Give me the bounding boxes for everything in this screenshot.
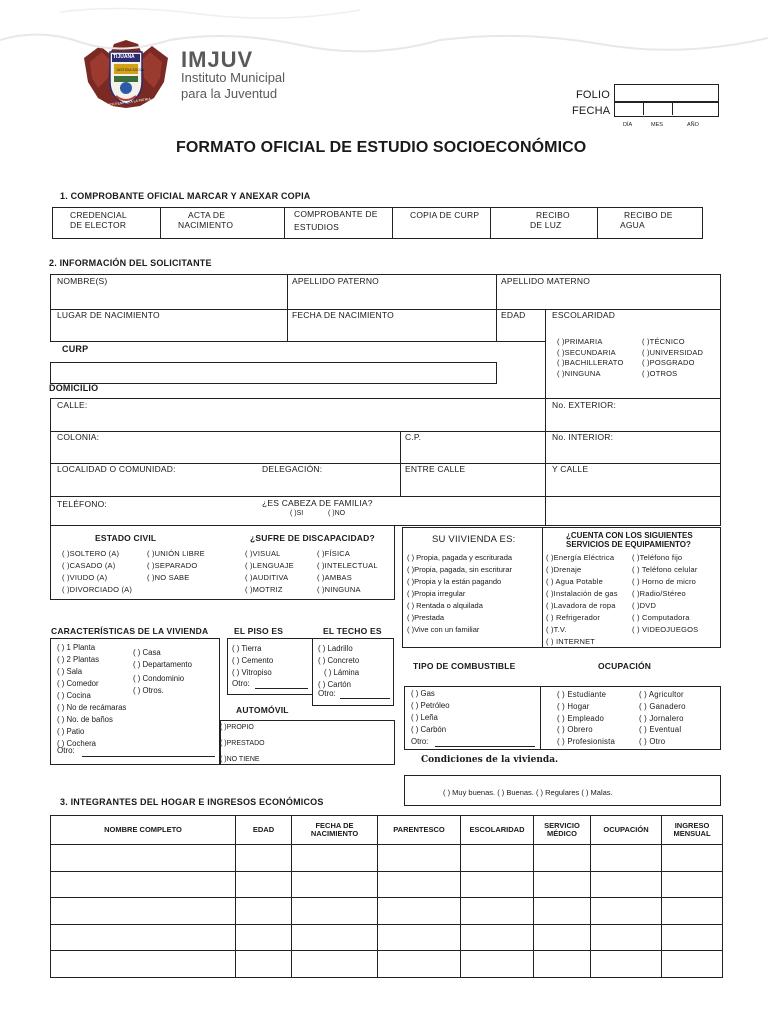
- calle-field[interactable]: CALLE:: [57, 400, 88, 410]
- caracteristicas-col2[interactable]: [133, 648, 192, 698]
- col-ingreso-mensual: INGRESO MENSUAL: [662, 816, 723, 845]
- comprobante-acta[interactable]: ACTA DE NACIMIENTO: [178, 210, 234, 230]
- combustible-options[interactable]: [411, 688, 450, 748]
- discapacidad-options[interactable]: [245, 548, 395, 596]
- table-row: [51, 898, 723, 925]
- equip-tv[interactable]: ( )T.V.: [546, 625, 567, 634]
- section3-heading: 3. INTEGRANTES DEL HOGAR E INGRESOS ECONÓMICOS: [60, 797, 324, 807]
- cabeza-familia-si[interactable]: ( )SI: [290, 510, 304, 517]
- table-cell[interactable]: [236, 951, 292, 978]
- fecha-field[interactable]: [614, 102, 719, 117]
- table-cell[interactable]: [292, 924, 378, 951]
- automovil-options[interactable]: [220, 720, 265, 768]
- vivienda-propia-pagando[interactable]: ( )Propia y la están pagando: [407, 577, 502, 586]
- table-cell[interactable]: [534, 871, 591, 898]
- table-cell[interactable]: [236, 898, 292, 925]
- table-cell[interactable]: [662, 951, 723, 978]
- localidad-field[interactable]: LOCALIDAD O COMUNIDAD:: [57, 464, 176, 474]
- fecha-nacimiento-field[interactable]: FECHA DE NACIMIENTO: [292, 310, 394, 320]
- col-servicio-medico: SERVICIO MÉDICO: [534, 816, 591, 845]
- ocupacion-empleado[interactable]: ( ) Empleado: [557, 713, 605, 723]
- combustible-gas[interactable]: ( ) Gas: [411, 689, 435, 698]
- section1-heading: 1. COMPROBANTE OFICIAL MARCAR Y ANEXAR COPIA: [60, 191, 311, 201]
- equip-telefono-fijo[interactable]: ( )Teléfono fijo: [632, 553, 683, 562]
- carac-departamento[interactable]: ( ) Departamento: [133, 660, 192, 669]
- nombres-field[interactable]: NOMBRE(S): [57, 276, 108, 286]
- equip-drenaje[interactable]: ( )Drenaje: [546, 565, 582, 574]
- ocupacion-profesionista[interactable]: ( ) Profesionista: [557, 737, 615, 747]
- page-title: FORMATO OFICIAL DE ESTUDIO SOCIOECONÓMICO: [176, 139, 587, 156]
- domicilio-table: [50, 398, 721, 526]
- discapacidad-title: ¿SUFRE DE DISCAPACIDAD?: [250, 533, 375, 543]
- carac-2-plantas[interactable]: ( ) 2 Plantas: [57, 655, 100, 664]
- table-cell[interactable]: [461, 951, 534, 978]
- comprobante-credencial[interactable]: CREDENCIAL DE ELECTOR: [70, 210, 127, 230]
- lugar-nacimiento-field[interactable]: LUGAR DE NACIMIENTO: [57, 310, 160, 320]
- equip-agua[interactable]: ( ) Agua Potable: [546, 577, 603, 586]
- techo-otro: Otro:: [318, 689, 336, 698]
- table-cell[interactable]: [534, 898, 591, 925]
- discapacidad-ambas[interactable]: ( )AMBAS: [317, 573, 352, 582]
- equip-dvd[interactable]: ( )DVD: [632, 601, 657, 610]
- automovil-title: AUTOMÓVIL: [236, 705, 289, 715]
- estado-civil-separado[interactable]: ( )SEPARADO: [147, 561, 198, 570]
- table-cell[interactable]: [534, 951, 591, 978]
- carac-cochera[interactable]: ( ) Cochera: [57, 739, 96, 748]
- carac-comedor[interactable]: ( ) Comedor: [57, 679, 99, 688]
- condiciones-title: Condiciones de la vivienda.: [421, 755, 559, 765]
- estado-civil-divorciado[interactable]: ( )DIVORCIADO (A): [62, 585, 133, 594]
- table-cell[interactable]: [292, 898, 378, 925]
- table-cell[interactable]: [292, 951, 378, 978]
- section2-heading: 2. INFORMACIÓN DEL SOLICITANTE: [49, 258, 212, 268]
- nombres-row: [50, 274, 721, 310]
- equip-energia[interactable]: ( )Energía Eléctrica: [546, 553, 615, 562]
- carac-casa[interactable]: ( ) Casa: [133, 648, 161, 657]
- carac-1-planta[interactable]: ( ) 1 Planta: [57, 643, 96, 652]
- piso-title: EL PISO ES: [234, 626, 284, 636]
- col-parentesco: PARENTESCO: [378, 816, 461, 845]
- table-cell[interactable]: [461, 898, 534, 925]
- colonia-field[interactable]: COLONIA:: [57, 432, 100, 442]
- table-cell[interactable]: [292, 845, 378, 872]
- estado-civil-title: ESTADO CIVIL: [95, 533, 157, 543]
- carac-cocina[interactable]: ( ) Cocina: [57, 691, 91, 700]
- integrantes-table: [50, 815, 723, 978]
- col-fecha-nacimiento: FECHA DE NACIMIENTO: [292, 816, 378, 845]
- vivienda-propia-sin-escriturar[interactable]: ( )Propia, pagada, sin escriturar: [407, 565, 513, 574]
- equip-empty: [632, 636, 722, 648]
- discapacidad-motriz[interactable]: ( )MOTRIZ: [245, 585, 283, 594]
- piso-vitropiso[interactable]: ( ) Vitropiso: [232, 668, 272, 677]
- fecha-dia: DÍA: [623, 122, 633, 128]
- comprobante-estudios[interactable]: COMPROBANTE DE ESTUDIOS: [294, 209, 378, 232]
- ocupacion-eventual[interactable]: ( ) Eventual: [639, 725, 682, 735]
- curp-field[interactable]: [50, 362, 497, 384]
- ocupacion-jornalero[interactable]: ( ) Jornalero: [639, 713, 684, 723]
- table-cell[interactable]: [591, 951, 662, 978]
- escolaridad-bachillerato[interactable]: ( )BACHILLERATO: [557, 358, 624, 367]
- automovil-propio[interactable]: ( )PROPIO: [220, 724, 254, 731]
- estado-civil-casado[interactable]: ( )CASADO (A): [62, 561, 116, 570]
- combustible-otro: Otro:: [411, 737, 429, 746]
- discapacidad-intelectual[interactable]: ( )INTELECTUAL: [317, 561, 378, 570]
- curp-label: CURP: [62, 344, 89, 354]
- col-ocupacion: OCUPACIÓN: [591, 816, 662, 845]
- estado-civil-no-sabe[interactable]: ( )NO SABE: [147, 573, 190, 582]
- comprobante-luz[interactable]: RECIBO DE LUZ: [530, 210, 570, 230]
- automovil-prestado[interactable]: ( )PRESTADO: [220, 740, 265, 747]
- vivienda-propia-escriturada[interactable]: ( ) Propia, pagada y escriturada: [407, 553, 513, 562]
- crest-text-bottom: AQUÍ EMPIEZA LA PATRIA: [107, 97, 151, 107]
- ocupacion-obrero[interactable]: ( ) Obrero: [557, 725, 593, 735]
- ocupacion-ganadero[interactable]: ( ) Ganadero: [639, 701, 686, 711]
- ocupacion-agricultor[interactable]: ( ) Agricultor: [639, 690, 684, 699]
- table-cell[interactable]: [534, 845, 591, 872]
- table-cell[interactable]: [461, 871, 534, 898]
- techo-concreto[interactable]: ( ) Concreto: [318, 656, 360, 665]
- vivienda-options[interactable]: [407, 552, 512, 636]
- combustible-carbon[interactable]: ( ) Carbón: [411, 725, 447, 734]
- discapacidad-visual[interactable]: ( )VISUAL: [245, 549, 281, 558]
- table-cell[interactable]: [662, 845, 723, 872]
- equip-lavadora[interactable]: ( )Lavadora de ropa: [546, 601, 616, 610]
- techo-ladrillo[interactable]: ( ) Ladrillo: [318, 644, 353, 653]
- carac-recamaras[interactable]: ( ) No de recámaras: [57, 703, 127, 712]
- escolaridad-options[interactable]: [557, 337, 722, 379]
- discapacidad-fisica[interactable]: ( )FÍSICA: [317, 549, 351, 558]
- table-cell[interactable]: [51, 871, 236, 898]
- logo-line2: para la Juventud: [181, 86, 278, 101]
- techo-otro-line[interactable]: [340, 698, 390, 699]
- equip-gas[interactable]: ( )Instalación de gas: [546, 589, 618, 598]
- table-cell[interactable]: [591, 898, 662, 925]
- carac-otro-line[interactable]: [82, 756, 215, 757]
- comprobante-agua[interactable]: RECIBO DE AGUA: [620, 210, 673, 230]
- estado-civil-options[interactable]: [62, 548, 237, 596]
- table-cell[interactable]: [378, 951, 461, 978]
- ocupacion-title: OCUPACIÓN: [598, 661, 652, 671]
- table-cell[interactable]: [236, 871, 292, 898]
- no-interior-field[interactable]: No. INTERIOR:: [552, 432, 614, 442]
- discapacidad-ninguna[interactable]: ( )NINGUNA: [317, 585, 361, 594]
- equip-celular[interactable]: ( ) Teléfono celular: [632, 565, 698, 574]
- telefono-field[interactable]: TELÉFONO:: [57, 499, 107, 509]
- vivienda-vive-familiar[interactable]: ( )Vive con un familiar: [407, 625, 480, 634]
- piso-otro-line[interactable]: [255, 688, 308, 689]
- escolaridad-posgrado[interactable]: ( )POSGRADO: [642, 358, 695, 367]
- table-cell[interactable]: [534, 924, 591, 951]
- carac-banos[interactable]: ( ) No. de baños: [57, 715, 113, 724]
- carac-sala[interactable]: ( ) Sala: [57, 667, 83, 676]
- techo-title: EL TECHO ES: [323, 626, 382, 636]
- techo-lamina[interactable]: ( ) Lámina: [324, 668, 360, 677]
- table-cell[interactable]: [51, 845, 236, 872]
- cp-field[interactable]: C.P.: [405, 432, 422, 442]
- crest-text-top: TIJUANA: [113, 54, 135, 60]
- escolaridad-secundaria[interactable]: ( )SECUNDARIA: [557, 347, 616, 357]
- escolaridad-universidad[interactable]: ( )UNIVERSIDAD: [642, 347, 704, 357]
- table-cell[interactable]: [662, 924, 723, 951]
- ocupacion-estudiante[interactable]: ( ) Estudiante: [557, 690, 607, 699]
- table-cell[interactable]: [378, 871, 461, 898]
- no-exterior-field[interactable]: No. EXTERIOR:: [552, 400, 617, 410]
- piso-cemento[interactable]: ( ) Cemento: [232, 656, 274, 665]
- comprobante-curp[interactable]: COPIA DE CURP: [410, 210, 480, 220]
- fecha-mes: MES: [651, 122, 663, 128]
- folio-field[interactable]: [614, 84, 719, 102]
- discapacidad-auditiva[interactable]: ( )AUDITIVA: [245, 573, 289, 582]
- vivienda-prestada[interactable]: ( )Prestada: [407, 613, 445, 622]
- equip-radio[interactable]: ( )Radio/Stéreo: [632, 589, 686, 598]
- table-cell[interactable]: [461, 924, 534, 951]
- col-edad: EDAD: [236, 816, 292, 845]
- entre-calle-field[interactable]: ENTRE CALLE: [405, 464, 466, 474]
- table-cell[interactable]: [591, 845, 662, 872]
- carac-patio[interactable]: ( ) Patio: [57, 727, 85, 736]
- domicilio-label: DOMICILIO: [49, 383, 99, 393]
- table-cell[interactable]: [591, 924, 662, 951]
- combustible-otro-line[interactable]: [435, 746, 535, 747]
- table-cell[interactable]: [51, 898, 236, 925]
- caracteristicas-title: CARACTERÍSTICAS DE LA VIVIENDA: [51, 626, 209, 636]
- delegacion-field[interactable]: DELEGACIÓN:: [262, 464, 323, 474]
- scan-artifact: [0, 0, 768, 60]
- table-cell[interactable]: [461, 845, 534, 872]
- table-cell[interactable]: [378, 924, 461, 951]
- equipamiento-options[interactable]: [546, 552, 722, 648]
- y-calle-field[interactable]: Y CALLE: [552, 464, 589, 474]
- logo-line1: Instituto Municipal: [181, 70, 286, 85]
- equip-internet[interactable]: ( ) INTERNET: [546, 637, 596, 646]
- estado-civil-soltero[interactable]: ( )SOLTERO (A): [62, 549, 120, 558]
- ocupacion-options[interactable]: [557, 689, 719, 748]
- piso-options[interactable]: [232, 643, 273, 679]
- techo-carton[interactable]: ( ) Cartón: [318, 680, 351, 689]
- table-cell[interactable]: [662, 898, 723, 925]
- table-cell[interactable]: [378, 898, 461, 925]
- cabeza-familia-label: ¿ES CABEZA DE FAMILIA?: [262, 498, 373, 508]
- table-cell[interactable]: [292, 871, 378, 898]
- estado-civil-union-libre[interactable]: ( )UNIÓN LIBRE: [147, 549, 205, 558]
- combustible-lena[interactable]: ( ) Leña: [411, 713, 438, 722]
- combustible-petroleo[interactable]: ( ) Petróleo: [411, 701, 450, 710]
- carac-condominio[interactable]: ( ) Condominio: [133, 674, 185, 683]
- escolaridad-ninguna[interactable]: ( )NINGUNA: [557, 368, 601, 378]
- fecha-label: FECHA: [572, 105, 611, 117]
- equip-horno[interactable]: ( ) Horno de micro: [632, 577, 697, 586]
- carac-otro: Otro:: [57, 746, 75, 755]
- table-cell[interactable]: [662, 871, 723, 898]
- condiciones-options[interactable]: ( ) Muy buenas. ( ) Buenas. ( ) Regulares ( ) Malas.: [443, 788, 613, 797]
- col-escolaridad: ESCOLARIDAD: [461, 816, 534, 845]
- equip-refrigerador[interactable]: ( ) Refrigerador: [546, 613, 601, 622]
- vivienda-title: SU VIIVIENDA ES:: [432, 534, 516, 545]
- techo-options[interactable]: [318, 643, 359, 691]
- ocupacion-otro[interactable]: ( ) Otro: [639, 737, 666, 747]
- apellido-materno-field[interactable]: APELLIDO MATERNO: [501, 276, 591, 286]
- escolaridad-otros[interactable]: ( )OTROS: [642, 368, 678, 378]
- table-cell[interactable]: [378, 845, 461, 872]
- table-row: [51, 951, 723, 978]
- escolaridad-label: ESCOLARIDAD: [552, 310, 616, 320]
- escolaridad-primaria[interactable]: ( )PRIMARIA: [557, 337, 603, 346]
- table-cell[interactable]: [591, 871, 662, 898]
- cabeza-familia-no[interactable]: ( )NO: [328, 510, 346, 517]
- combustible-title: TIPO DE COMBUSTIBLE: [413, 661, 516, 671]
- logo-org: IMJUV: [181, 47, 254, 72]
- fecha-anio: AÑO: [687, 122, 699, 128]
- crest-text-mid: JUSTICIA SOCIAL: [116, 68, 146, 72]
- edad-field[interactable]: EDAD: [501, 310, 526, 320]
- caracteristicas-col1[interactable]: [57, 642, 126, 750]
- carac-otros[interactable]: ( ) Otros.: [133, 686, 164, 695]
- automovil-no-tiene[interactable]: ( )NO TIENE: [220, 756, 260, 763]
- equip-videojuegos[interactable]: ( ) VIDEOJUEGOS: [632, 625, 699, 634]
- table-row: [51, 845, 723, 872]
- estado-civil-viudo[interactable]: ( )VIUDO (A): [62, 573, 108, 582]
- estado-civil-empty: [147, 584, 237, 596]
- ocupacion-hogar[interactable]: ( ) Hogar: [557, 701, 590, 711]
- table-cell[interactable]: [236, 924, 292, 951]
- piso-tierra[interactable]: ( ) Tierra: [232, 644, 262, 653]
- table-cell[interactable]: [51, 924, 236, 951]
- vivienda-propia-irregular[interactable]: ( )Propia irregular: [407, 589, 466, 598]
- vivienda-rentada[interactable]: ( ) Rentada o alquilada: [407, 601, 483, 610]
- table-row: [51, 871, 723, 898]
- discapacidad-lenguaje[interactable]: ( )LENGUAJE: [245, 561, 294, 570]
- folio-label: FOLIO: [576, 89, 611, 101]
- table-cell[interactable]: [51, 951, 236, 978]
- escolaridad-tecnico[interactable]: ( )TÉCNICO: [642, 337, 685, 346]
- table-cell[interactable]: [236, 845, 292, 872]
- integrantes-header-row: [51, 816, 723, 845]
- apellido-paterno-field[interactable]: APELLIDO PATERNO: [292, 276, 379, 286]
- equip-computadora[interactable]: ( ) Computadora: [632, 613, 690, 622]
- equipamiento-title: ¿CUENTA CON LOS SIGUIENTES SERVICIOS DE EQUIPAMIENTO?: [566, 531, 693, 549]
- table-row: [51, 924, 723, 951]
- col-nombre: NOMBRE COMPLETO: [51, 816, 236, 845]
- piso-otro: Otro:: [232, 679, 250, 688]
